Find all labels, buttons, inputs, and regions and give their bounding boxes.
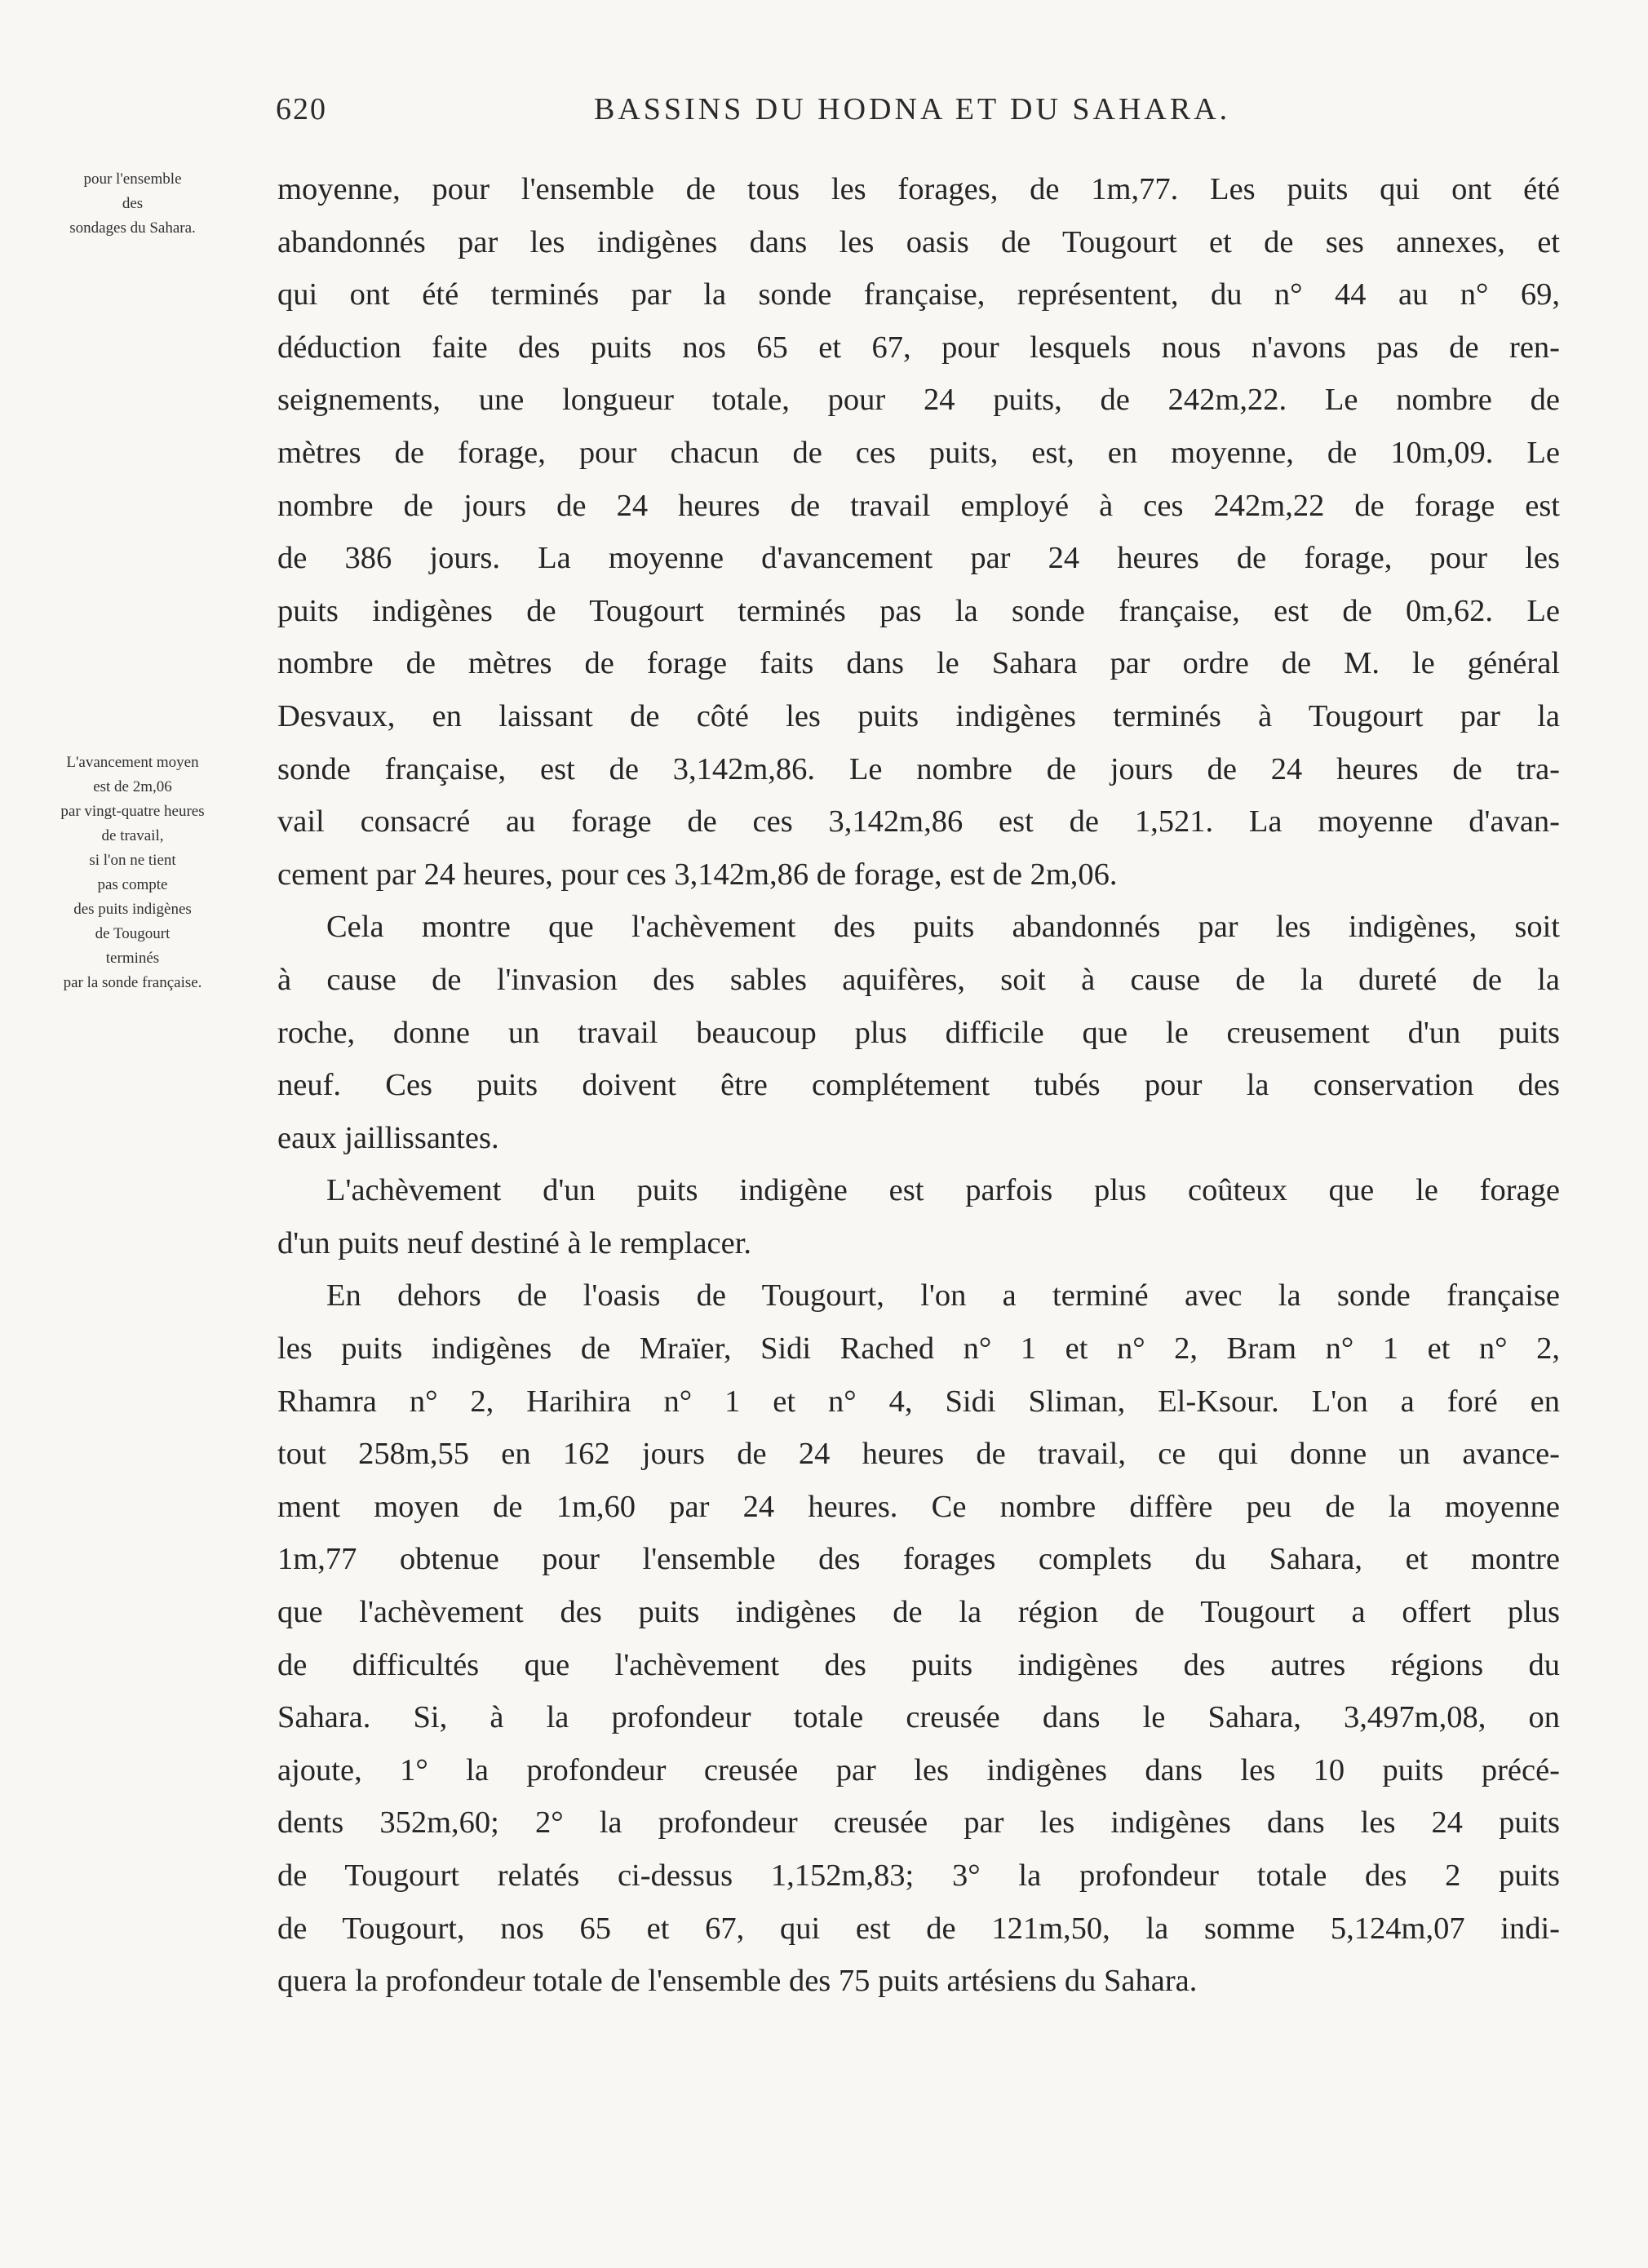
text-line: L'achèvement d'un puits indigène est parfois plus coûteux que le forage xyxy=(326,1173,1560,1208)
text-line: sonde française, est de 3,142m,86. Le nombre de jours de 24 heures de tra- xyxy=(277,751,1560,786)
text-line: mètres de forage, pour chacun de ces puits, est, en moyenne, de 10m,09. Le xyxy=(277,435,1560,470)
page-header xyxy=(276,91,1548,140)
margin-note-line: des xyxy=(122,195,144,212)
margin-note-line: pour l'ensemble xyxy=(83,171,182,188)
text-line: moyenne, pour l'ensemble de tous les forages, de 1m,77. Les puits qui ont été xyxy=(277,172,1560,206)
text-line: ajoute, 1° la profondeur creusée par les indigènes dans les 10 puits précé- xyxy=(277,1752,1560,1787)
margin-note-line: sondages du Sahara. xyxy=(69,219,196,237)
text-line: puits indigènes de Tougourt terminés pas la sonde française, est de 0m,62. Le xyxy=(277,593,1560,628)
margin-note-line: si l'on ne tient xyxy=(89,852,176,869)
text-line: de Tougourt relatés ci-dessus 1,152m,83; 3° la profondeur totale des 2 puits xyxy=(277,1858,1560,1893)
margin-note-line: par la sonde française. xyxy=(63,974,202,991)
text-line: nombre de jours de 24 heures de travail employé à ces 242m,22 de forage est xyxy=(277,488,1560,523)
margin-note-line: L'avancement moyen xyxy=(66,754,199,771)
text-line: eaux jaillissantes. xyxy=(277,1120,499,1155)
text-line: à cause de l'invasion des sables aquifères, soit à cause de la dureté de la xyxy=(277,962,1560,997)
margin-note-1 xyxy=(16,167,249,241)
text-line: roche, donne un travail beaucoup plus difficile que le creusement d'un puits xyxy=(277,1015,1560,1050)
text-line: Desvaux, en laissant de côté les puits indigènes terminés à Tougourt par la xyxy=(277,698,1560,733)
margin-note-2 xyxy=(16,751,249,995)
text-line: seignements, une longueur totale, pour 24 puits, de 242m,22. Le nombre de xyxy=(277,383,1560,418)
running-head: BASSINS DU HODNA ET DU SAHARA. xyxy=(594,92,1231,126)
margin-note-line: pas compte xyxy=(97,876,168,893)
text-line: quera la profondeur totale de l'ensemble des 75 puits artésiens du Sahara. xyxy=(277,1964,1198,1999)
text-line: ment moyen de 1m,60 par 24 heures. Ce nombre diffère peu de la moyenne xyxy=(277,1489,1560,1524)
text-line: dents 352m,60; 2° la profondeur creusée par les indigènes dans les 24 puits xyxy=(277,1805,1560,1841)
margin-note-line: de travail, xyxy=(101,827,164,844)
margin-note-line: de Tougourt xyxy=(95,925,171,942)
text-line: de Tougourt, nos 65 et 67, qui est de 121m,50, la somme 5,124m,07 indi- xyxy=(277,1911,1560,1946)
text-line: nombre de mètres de forage faits dans le Sahara par ordre de M. le général xyxy=(277,646,1560,681)
body-text xyxy=(277,163,1560,2008)
text-line: qui ont été terminés par la sonde française, représentent, du n° 44 au n° 69, xyxy=(277,277,1560,312)
text-line: neuf. Ces puits doivent être complétement tubés pour la conservation des xyxy=(277,1068,1560,1103)
text-line: Cela montre que l'achèvement des puits abandonnés par les indigènes, soit xyxy=(326,910,1560,945)
text-line: cement par 24 heures, pour ces 3,142m,86 de forage, est de 2m,06. xyxy=(277,857,1118,892)
margin-note-line: terminés xyxy=(105,950,160,967)
text-line: que l'achèvement des puits indigènes de la région de Tougourt a offert plus xyxy=(277,1595,1560,1630)
text-line: vail consacré au forage de ces 3,142m,86 est de 1,521. La moyenne d'avan- xyxy=(277,804,1560,839)
text-line: Sahara. Si, à la profondeur totale creusée dans le Sahara, 3,497m,08, on xyxy=(277,1700,1560,1735)
page-number: 620 xyxy=(276,92,327,126)
text-line: Rhamra n° 2, Harihira n° 1 et n° 4, Sidi Sliman, El-Ksour. L'on a foré en xyxy=(277,1384,1560,1419)
text-line: d'un puits neuf destiné à le remplacer. xyxy=(277,1225,752,1260)
text-line: déduction faite des puits nos 65 et 67, pour lesquels nous n'avons pas de ren- xyxy=(277,330,1560,365)
text-line: de 386 jours. La moyenne d'avancement par 24 heures de forage, pour les xyxy=(277,541,1560,576)
text-line: de difficultés que l'achèvement des puits indigènes des autres régions du xyxy=(277,1647,1560,1682)
margin-note-line: des puits indigènes xyxy=(73,901,192,918)
text-line: En dehors de l'oasis de Tougourt, l'on a terminé avec la sonde française xyxy=(326,1278,1560,1313)
text-line: 1m,77 obtenue pour l'ensemble des forages complets du Sahara, et montre xyxy=(277,1542,1560,1577)
text-line: tout 258m,55 en 162 jours de 24 heures de travail, ce qui donne un avance- xyxy=(277,1437,1560,1472)
text-line: abandonnés par les indigènes dans les oasis de Tougourt et de ses annexes, et xyxy=(277,224,1560,259)
text-line: les puits indigènes de Mraïer, Sidi Rached n° 1 et n° 2, Bram n° 1 et n° 2, xyxy=(277,1331,1560,1367)
margin-note-line: par vingt-quatre heures xyxy=(60,803,205,820)
margin-note-line: est de 2m,06 xyxy=(93,778,172,795)
